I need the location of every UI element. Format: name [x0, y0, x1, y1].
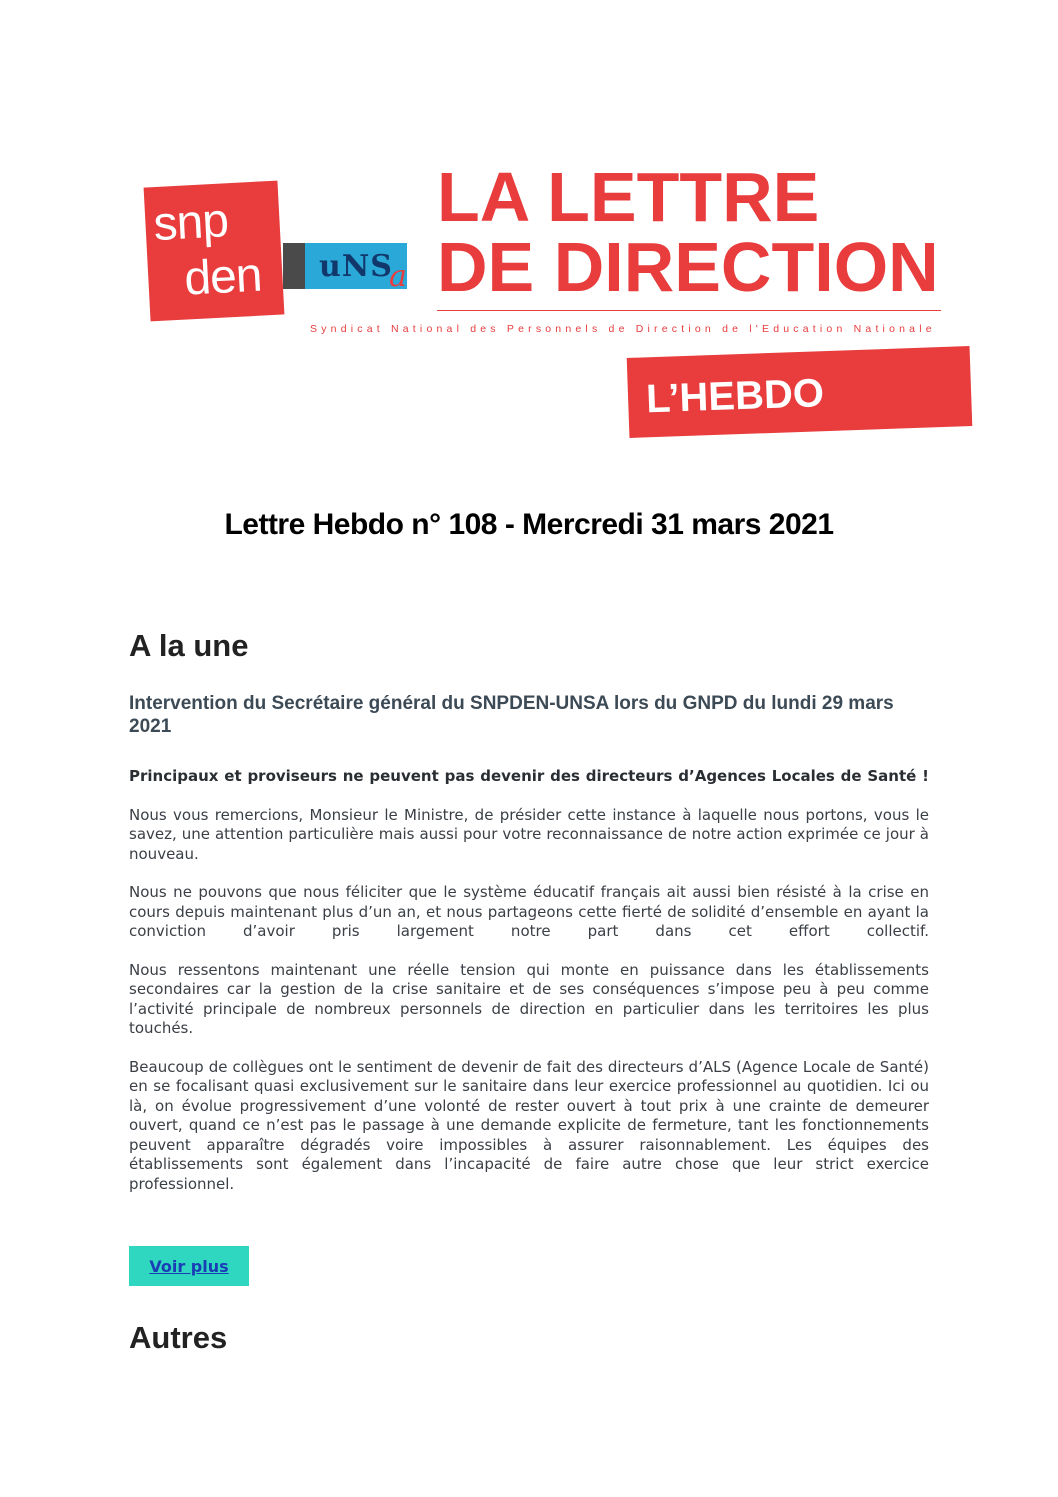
brand-title-line2: DE DIRECTION	[437, 228, 939, 306]
brand-divider	[437, 310, 941, 311]
hebdo-banner-label: L’HEBDO	[645, 371, 825, 422]
hebdo-banner	[627, 346, 973, 438]
section-heading-others: Autres	[129, 1320, 228, 1355]
article-paragraph: Nous vous remercions, Monsieur le Ministre, de présider cette instance à laquelle nous portons, vous le savez, une attention particulière mais aussi pour votre reconnaissance de notre action exprimée ce jour à nouveau.	[129, 805, 929, 863]
snpden-logo	[144, 181, 285, 322]
logo-divider	[283, 243, 305, 289]
article-paragraph: Nous ne pouvons que nous féliciter que le système éducatif français ait aussi bien résisté à la crise en cours depuis maintenant plus d’un an, et nous partageons cette fierté de solidité d’ensemble en ayant la conviction d’avoir pris largement notre part dans cet effort collectif.	[129, 883, 929, 940]
logo-text-snp: snp	[152, 194, 230, 252]
unsa-logo: uNS	[305, 243, 407, 289]
brand-title-line1: LA LETTRE	[437, 158, 820, 236]
read-more-button[interactable]	[129, 1246, 249, 1286]
article-body	[129, 767, 929, 1213]
read-more-link[interactable]: Voir plus	[149, 1256, 229, 1276]
article-paragraph: Nous ressentons maintenant une réelle tension qui monte en puissance dans les établissements secondaires car la gestion de la crise sanitaire et de ses conséquences s’impose peu à peu comme l’activité principale de nombreux personnels de direction en particulier dans les territoires les plus touchés.	[129, 960, 929, 1037]
article-title: Intervention du Secrétaire général du SNPDEN-UNSA lors du GNPD du lundi 29 mars 2021	[129, 693, 894, 737]
logo-text-den: den	[183, 248, 263, 306]
article-lead: Principaux et proviseurs ne peuvent pas devenir des directeurs d’Agences Locales de Santé !	[129, 767, 929, 785]
brand-subtitle: Syndicat National des Personnels de Direction de l'Education Nationale	[310, 323, 936, 335]
article-paragraph: Beaucoup de collègues ont le sentiment de devenir de fait des directeurs d’ALS (Agence Locale de Santé) en se focalisant quasi exclusivement sur le sanitaire dans leur exercice professionnel au quotidien. Ici ou là, on évolue progressivement d’une volonté de rester ouvert à tout prix à une crainte de demeurer ouvert, quand ce n’est pas le passage à une demande explicite de fermeture, tant les fonctionnements peuvent apparaître dégradés voire impossibles à assurer raisonnablement. Les équipes des établissements sont également dans l’incapacité de faire autre chose que leur strict exercice professionnel.	[129, 1057, 929, 1193]
unsa-logo-a: a	[389, 259, 407, 294]
issue-title: Lettre Hebdo n° 108 - Mercredi 31 mars 2021	[224, 508, 834, 541]
section-heading-headline: A la une	[129, 628, 249, 663]
